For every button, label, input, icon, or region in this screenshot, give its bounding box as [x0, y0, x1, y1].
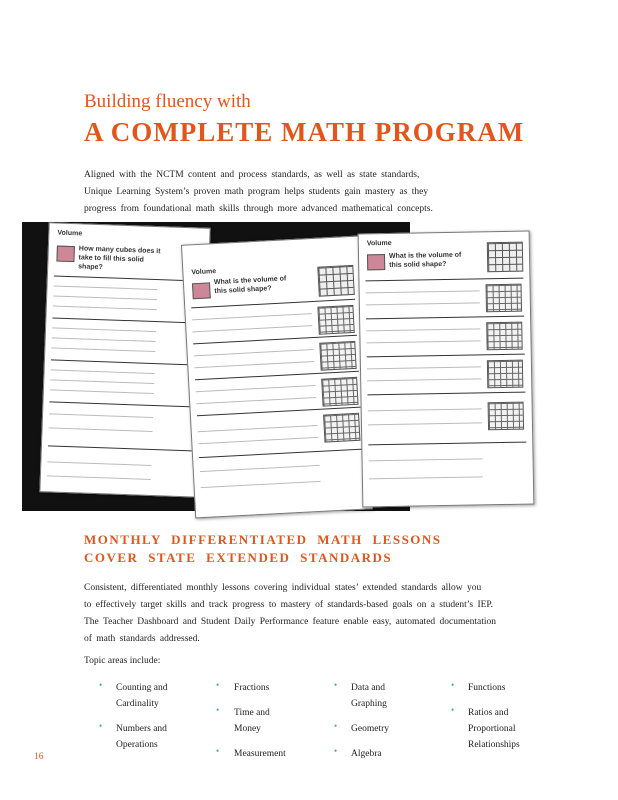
- worksheet-heading: Volume: [366, 239, 392, 248]
- cube-grid-icon: [486, 284, 522, 313]
- solid-shape-icon: [487, 242, 524, 273]
- cube-grid-icon: [487, 360, 523, 389]
- topic-text: Counting and: [116, 683, 168, 693]
- divider: [54, 275, 202, 281]
- section-heading-line: MONTHLY DIFFERENTIATED MATH LESSONS: [84, 532, 442, 547]
- bullet-icon: •: [334, 721, 338, 731]
- cube-icon: [367, 254, 385, 270]
- worksheet-heading: Volume: [191, 268, 217, 277]
- cube-icon: [192, 282, 211, 299]
- bullet-icon: •: [334, 680, 338, 690]
- divider: [368, 442, 526, 446]
- topic-item: [468, 680, 505, 696]
- divider: [366, 316, 524, 320]
- body-line: of math standards addressed.: [84, 634, 200, 644]
- topic-text: Ratios and: [468, 708, 509, 718]
- topic-text: Numbers and: [116, 724, 167, 734]
- topic-item: [116, 680, 167, 712]
- body-line: to effectively target skills and track progress to mastery of standards-based goals on a student’s IEP.: [84, 600, 494, 610]
- bullet-icon: •: [216, 746, 220, 756]
- bullet-icon: •: [216, 680, 220, 690]
- worksheet-question: What is the volume of this solid shape?: [388, 251, 462, 269]
- bullet-icon: •: [216, 705, 220, 715]
- topic-text: Relationships: [468, 740, 520, 750]
- topic-text: Algebra: [351, 749, 382, 759]
- bullet-icon: •: [99, 680, 103, 690]
- cube-grid-icon: [319, 341, 356, 371]
- topic-text: Money: [234, 724, 261, 734]
- topic-text: Measurement: [234, 749, 286, 759]
- topic-text: Graphing: [351, 699, 387, 709]
- worksheet-image: [358, 231, 535, 508]
- divider: [49, 401, 197, 407]
- topic-text: Time and: [234, 708, 270, 718]
- intro-line: Aligned with the NCTM content and process standards, as well as state standards,: [84, 170, 420, 180]
- section-heading: [84, 531, 442, 567]
- solid-shape-icon: [317, 265, 355, 297]
- bullet-icon: •: [334, 746, 338, 756]
- cube-grid-icon: [486, 322, 522, 351]
- divider: [48, 445, 196, 451]
- section-body: [84, 580, 534, 648]
- topic-item: [351, 746, 382, 762]
- topic-text: Fractions: [234, 683, 270, 693]
- cube-icon: [56, 246, 75, 263]
- divider: [367, 354, 525, 358]
- topics-label: Topic areas include:: [84, 656, 161, 666]
- body-line: Consistent, differentiated monthly lessons covering individual states’ extended standards allow you: [84, 583, 482, 593]
- topic-text: Cardinality: [116, 699, 159, 709]
- topic-item: [234, 705, 270, 737]
- worksheet-heading: Volume: [57, 229, 83, 238]
- section-heading-line: COVER STATE EXTENDED STANDARDS: [84, 550, 393, 565]
- page-title: A COMPLETE MATH PROGRAM: [84, 117, 525, 147]
- topic-text: Proportional: [468, 724, 516, 734]
- divider: [52, 317, 200, 323]
- topic-text: Data and: [351, 683, 386, 693]
- divider: [51, 359, 199, 365]
- topic-text: Geometry: [351, 724, 389, 734]
- cube-grid-icon: [488, 402, 524, 431]
- topic-item: [351, 721, 389, 737]
- body-line: The Teacher Dashboard and Student Daily Performance feature enable easy, automated documentation: [84, 617, 496, 627]
- topic-item: [234, 680, 269, 696]
- divider: [367, 392, 525, 396]
- topic-text: Functions: [468, 683, 506, 693]
- intro-line: Unique Learning System’s proven math program helps students gain mastery as they: [84, 187, 429, 197]
- divider: [365, 278, 523, 282]
- worksheet-question: What is the volume of this solid shape?: [213, 275, 287, 296]
- subtitle: Building fluency with: [84, 91, 251, 112]
- bullet-icon: •: [99, 721, 103, 731]
- cube-grid-icon: [321, 377, 358, 407]
- topic-item: [234, 746, 286, 762]
- divider: [199, 449, 363, 459]
- topic-item: [468, 705, 520, 753]
- worksheet-image: [181, 236, 373, 519]
- bullet-icon: •: [451, 680, 455, 690]
- worksheet-question: How many cubes does it take to fill this solid shape?: [78, 245, 161, 272]
- topic-item: [116, 721, 167, 753]
- intro-line: progress from foundational math skills through more advanced mathematical concepts.: [84, 204, 433, 214]
- cube-grid-icon: [317, 305, 354, 335]
- cube-grid-icon: [323, 413, 360, 443]
- bullet-icon: •: [451, 705, 455, 715]
- topic-item: [351, 680, 387, 712]
- page-number: 16: [34, 752, 44, 762]
- intro-paragraph: [84, 167, 484, 218]
- topic-text: Operations: [116, 740, 158, 750]
